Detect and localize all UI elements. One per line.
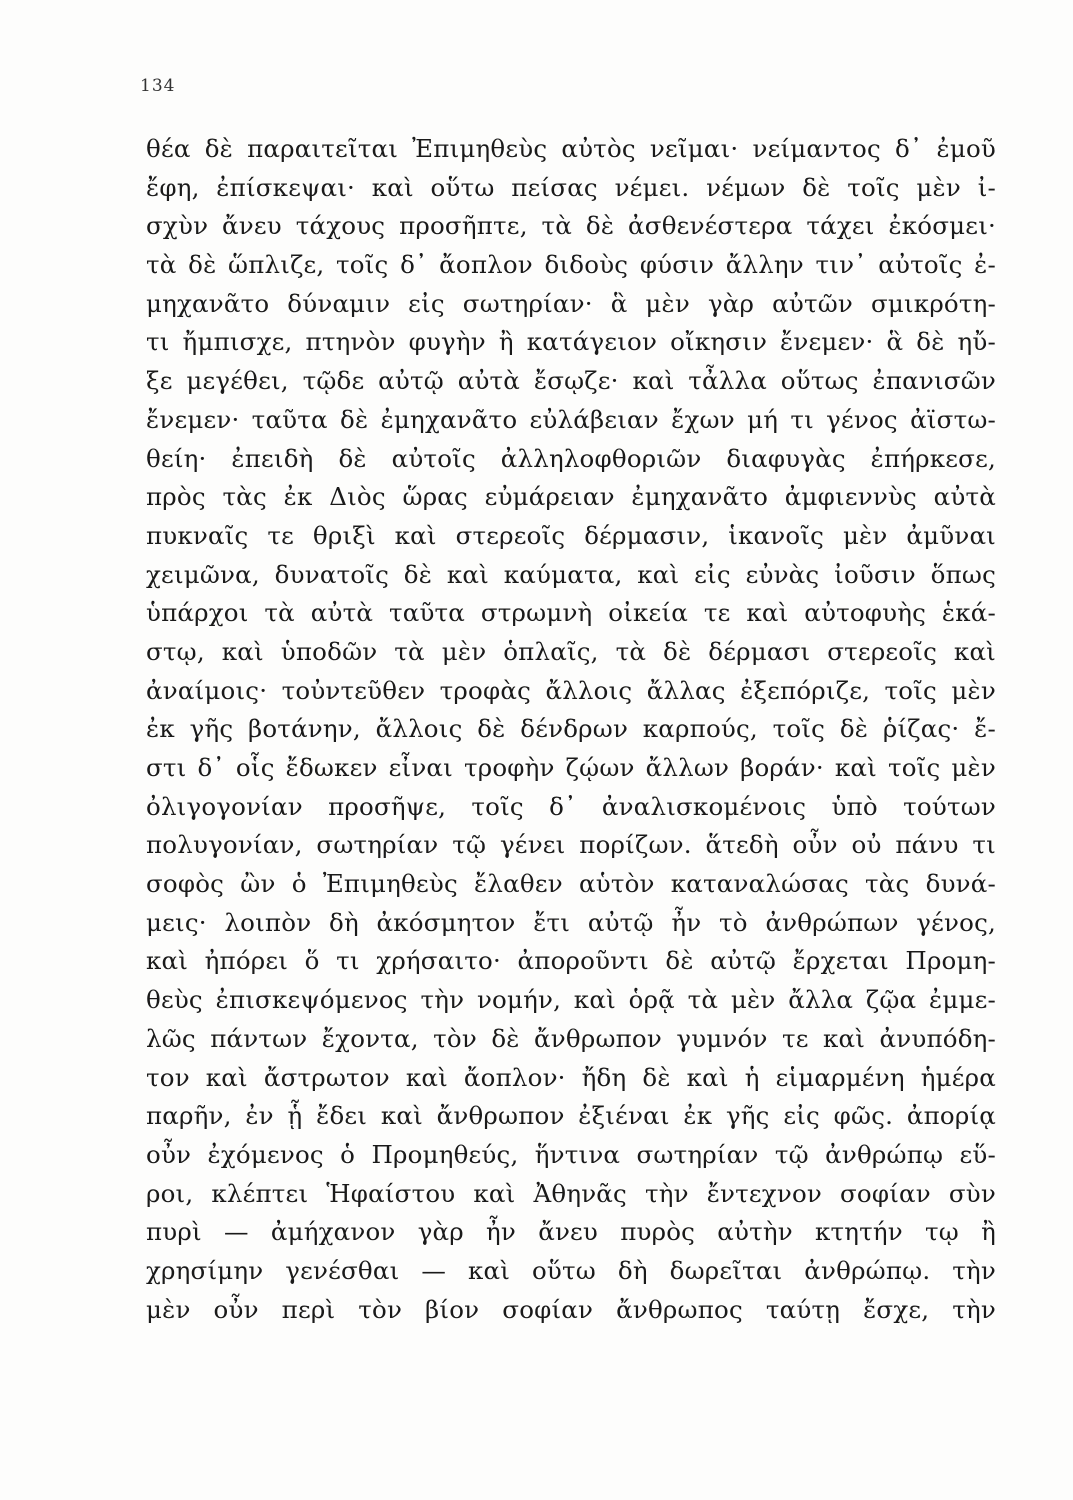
text-line: ἔνεμεν· ταῦτα δὲ ἐμηχανᾶτο εὐλάβειαν ἔχων μή τι γένος ἀϊστω- (146, 404, 996, 434)
text-line: ἔφη, ἐπίσκεψαι· καὶ οὕτω πείσας νέμει. νέμων δὲ τοῖς μὲν ἰ- (146, 172, 996, 202)
text-line: ὀλιγογονίαν προσῆψε, τοῖς δ᾽ ἀναλισκομένοις ὑπὸ τούτων (146, 791, 996, 821)
greek-text-block (146, 130, 996, 1329)
text-line: σοφὸς ὢν ὁ Ἐπιμηθεὺς ἔλαθεν αὑτὸν καταναλώσας τὰς δυνά- (146, 869, 996, 899)
text-line: θέα δὲ παραιτεῖται Ἐπιμηθεὺς αὐτὸς νεῖμαι· νείμαντος δ᾽ ἐμοῦ (146, 134, 996, 163)
text-line: ἐκ γῆς βοτάνην, ἄλλοις δὲ δένδρων καρπούς, τοῖς δὲ ῥίζας· ἔ- (146, 714, 996, 744)
text-line: πυρὶ — ἀμήχανον γὰρ ἦν ἄνευ πυρὸς αὐτὴν κτητήν τῳ ἢ (146, 1217, 996, 1247)
text-line: ροι, κλέπτει Ἡφαίστου καὶ Ἀθηνᾶς τὴν ἔντεχνον σοφίαν σὺν (146, 1178, 996, 1208)
text-line: χειμῶνα, δυνατοῖς δὲ καὶ καύματα, καὶ εἰς εὐνὰς ἰοῦσιν ὅπως (146, 559, 996, 589)
text-line: οὖν ἐχόμενος ὁ Προμηθεύς, ἥντινα σωτηρίαν τῷ ἀνθρώπῳ εὕ- (146, 1139, 996, 1169)
text-line: μηχανᾶτο δύναμιν εἰς σωτηρίαν· ἃ μὲν γὰρ αὐτῶν σμικρότη- (146, 288, 996, 318)
text-line: λῶς πάντων ἔχοντα, τὸν δὲ ἄνθρωπον γυμνόν τε καὶ ἀνυπόδη- (146, 1023, 996, 1053)
text-line: θείη· ἐπειδὴ δὲ αὐτοῖς ἀλληλοφθοριῶν διαφυγὰς ἐπήρκεσε, (146, 443, 996, 473)
text-line: παρῆν, ἐν ᾗ ἔδει καὶ ἄνθρωπον ἐξιέναι ἐκ γῆς εἰς φῶς. ἀπορίᾳ (146, 1101, 996, 1131)
text-line: στι δ᾽ οἷς ἔδωκεν εἶναι τροφὴν ζῴων ἄλλων βοράν· καὶ τοῖς μὲν (146, 753, 996, 782)
text-line: ὑπάρχοι τὰ αὐτὰ ταῦτα στρωμνὴ οἰκεία τε καὶ αὐτοφυὴς ἑκά- (146, 598, 996, 628)
text-line: θεὺς ἐπισκεψόμενος τὴν νομήν, καὶ ὁρᾷ τὰ μὲν ἄλλα ζῷα ἐμμε- (146, 985, 996, 1015)
text-line: πυκναῖς τε θριξὶ καὶ στερεοῖς δέρμασιν, ἱκανοῖς μὲν ἀμῦναι (146, 520, 996, 550)
text-line: μεις· λοιπὸν δὴ ἀκόσμητον ἔτι αὐτῷ ἦν τὸ ἀνθρώπων γένος, (146, 907, 996, 937)
text-line: τον καὶ ἄστρωτον καὶ ἄοπλον· ἤδη δὲ καὶ ἡ εἱμαρμένη ἡμέρα (146, 1062, 996, 1092)
text-line: καὶ ἠπόρει ὅ τι χρήσαιτο· ἀποροῦντι δὲ αὐτῷ ἔρχεται Προμη- (146, 946, 996, 976)
text-line: τι ἤμπισχε, πτηνὸν φυγὴν ἢ κατάγειον οἴκησιν ἔνεμεν· ἃ δὲ ηὔ- (146, 327, 996, 357)
text-line: στῳ, καὶ ὑποδῶν τὰ μὲν ὁπλαῖς, τὰ δὲ δέρμασι στερεοῖς καὶ (146, 636, 996, 666)
text-line: σχὺν ἄνευ τάχους προσῆπτε, τὰ δὲ ἀσθενέστερα τάχει ἐκόσμει· (146, 211, 996, 241)
text-line: ἀναίμοις· τοὐντεῦθεν τροφὰς ἄλλοις ἄλλας ἐξεπόριζε, τοῖς μὲν (146, 675, 996, 705)
text-line: πρὸς τὰς ἐκ Διὸς ὥρας εὐμάρειαν ἐμηχανᾶτο ἀμφιεννὺς αὐτὰ (146, 482, 996, 512)
text-line: ξε μεγέθει, τῷδε αὐτῷ αὐτὰ ἔσῳζε· καὶ τἆλλα οὕτως ἐπανισῶν (146, 366, 996, 396)
text-line: χρησίμην γενέσθαι — καὶ οὕτω δὴ δωρεῖται ἀνθρώπῳ. τὴν (146, 1255, 996, 1285)
text-line: μὲν οὖν περὶ τὸν βίον σοφίαν ἄνθρωπος ταύτῃ ἔσχε, τὴν (146, 1294, 996, 1324)
page-number: 134 (140, 76, 176, 96)
text-line: τὰ δὲ ὥπλιζε, τοῖς δ᾽ ἄοπλον διδοὺς φύσιν ἄλλην τιν᾽ αὐτοῖς ἐ- (146, 250, 996, 280)
text-line: πολυγονίαν, σωτηρίαν τῷ γένει πορίζων. ἅτεδὴ οὖν οὐ πάνυ τι (146, 830, 996, 860)
